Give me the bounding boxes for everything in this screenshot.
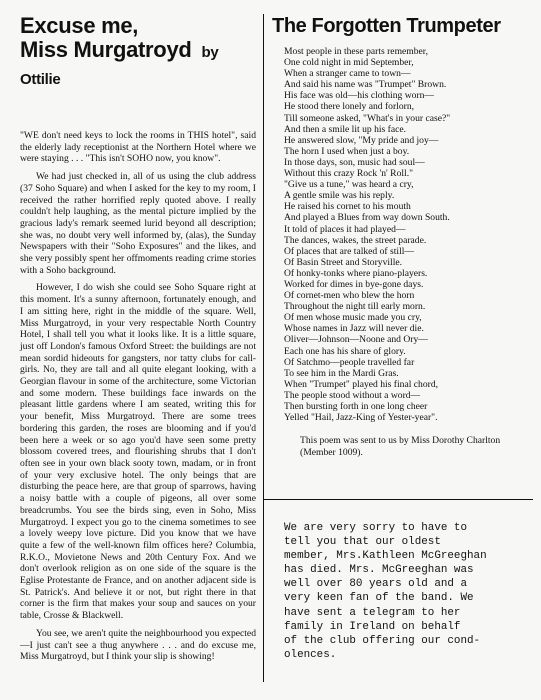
poem-line: Till someone asked, "What's in your case?" (284, 112, 451, 124)
poem-line: A gentle smile was his reply. (284, 190, 395, 202)
poem-line: The people stood without a word— (284, 389, 421, 401)
poem-line: Worked for dimes in bye-gone days. (284, 278, 424, 290)
poem-line: Of honky-tonks where piano-players. (284, 267, 428, 279)
notice-line: We are very sorry to have to (284, 522, 467, 534)
notice-line: family in Ireland on behalf (284, 620, 461, 633)
poem-line: In those days, son, music had soul— (284, 156, 425, 168)
notice-line: member, Mrs.Kathleen McGreeghan (284, 550, 487, 563)
poem-line: It told of places it had played— (284, 223, 406, 235)
poem-line: Of Basin Street and Storyville. (284, 256, 403, 268)
article-title-line1: Excuse me, (20, 13, 139, 38)
poem-line: Whose names in Jazz will never die. (284, 323, 424, 335)
article-byline: by Ottilie (20, 44, 219, 88)
poem-line: And played a Blues from way down South. (284, 212, 450, 224)
article-title (20, 14, 256, 92)
poem-line: Of men whose music made you cry, (284, 312, 422, 324)
poem-line: One cold night in mid September, (284, 57, 414, 69)
poem-line: And then a smile lit up his face. (284, 123, 407, 135)
poem-line: Of Satchmo—people travelled far (284, 356, 415, 368)
poem-body (284, 46, 528, 423)
notice-line: tell you that our oldest (284, 536, 441, 549)
article-paragraph: However, I do wish she could see Soho Square right at this moment. It's a sunny afternoon, fortunately enough, and I am sitting here, right in the middle of the square. Well, Miss Murgatroyd, in your very respectable North Country Hotel, I shall tell you what it looks like. It is a little square, just off London's famous Oxford Street: the buildings are not mean sordid hideouts for gangsters, nor tatty clubs for call-girls. No, they are tall and all quite elegant looking, with a Georgian flavour in some of the architecture, some Victorian and some modern. These buildings face inwards on the pleasant little gardens where I am seated, writing this for your benefit, Miss Murgatroyd. There are some trees bordering this garden, the roses are blooming and if you'd been here a week or so ago you'd have seen some pretty blossom covered trees, and flourishing shrubs that I don't often see in your own black sooty town, madam, or in front of your very exclusive hotel. The only beings that are disturbing the peace here, are that group of sparrows, having a noisy battle with a couple of pigeons, all over some breadcrumbs. You see the birds sing, even in Soho, Miss Murgatroyd. I expect you go to the cinema sometimes to see a lovely weepy love picture. Did you know that we have quite a few of the well-known film offices here? Columbia, R.K.O., Movietone News and 20th Century Fox. And we don't overlook religion as on one side of the square is the Eglise Protestante de France, and on another adjacent side is St. Patrick's. And believe it or not, but right there in that corner is the firm that makes your soup and sauces on your table, Crosse & Blackwell. (20, 282, 256, 622)
poem-line: Of places that are talked of still— (284, 245, 415, 257)
notice-line: has died. Mrs. McGreeghan was (284, 564, 474, 577)
notice-line: olences. (284, 648, 337, 661)
obituary-notice (284, 521, 524, 662)
poem-line: The dances, wakes, the street parade. (284, 234, 427, 246)
poem-line: He stood there lonely and forlorn, (284, 101, 415, 113)
poem-line: The horn I used when just a boy. (284, 145, 410, 157)
poem-line: His face was old—his clothing worn— (284, 90, 435, 102)
poem-line: Throughout the night till early morn. (284, 301, 426, 313)
poem-line: "Give us a tune," was heard a cry, (284, 179, 414, 191)
notice-line: very keen fan of the band. We (284, 592, 474, 605)
poem-line: Oliver—Johnson—Noone and Ory— (284, 334, 428, 346)
poem-line: Then bursting forth in one long cheer (284, 401, 428, 412)
poem-line: Without this crazy Rock 'n' Roll." (284, 168, 414, 180)
poem-line: When "Trumpet" played his final chord, (284, 378, 439, 390)
article-body (20, 130, 256, 663)
poem-line: Most people in these parts remember, (284, 46, 429, 57)
poem-line: Of cornet-men who blew the horn (284, 290, 415, 302)
notice-line: have sent a telegram to her (284, 606, 461, 619)
poem-line: And said his name was "Trumpet" Brown. (284, 79, 447, 91)
poem-line: To see him in the Mardi Gras. (284, 367, 399, 379)
column-divider (263, 14, 264, 682)
article-paragraph: We had just checked in, all of us using the club address (37 Soho Square) and when I asked for the key to my room, I received the rather horrified reply quoted above. I really couldn't help laughing, as the mental picture implied by the gracious lady's remark seemed lurid beyond all description; she was, no doubt very well informed by, (alas), the Sunday Newspapers with their "Soho Exposures" and the likes, and she very possibly spent her offmoments reading crime stories with a Soho background. (20, 171, 256, 276)
poem-column (272, 14, 528, 458)
article-title-line2: Miss Murgatroyd (20, 37, 192, 62)
notice-line: well over 80 years old and a (284, 578, 467, 591)
poem-line: He raised his cornet to his mouth (284, 201, 411, 213)
article-column (20, 14, 256, 669)
poem-line: He answered slow, "My pride and joy— (284, 134, 439, 146)
poem-line: Yelled "Hail, Jazz-King of Yester-year". (284, 412, 438, 424)
poem-line: Each one has his share of glory. (284, 345, 406, 357)
poem-title: The Forgotten Trumpeter (272, 15, 501, 37)
notice-line: of the club offering our cond- (284, 634, 481, 647)
article-paragraph: "WE don't need keys to lock the rooms in THIS hotel", said the elderly lady receptionist at the Northern Hotel where we were staying . . . "This isn't SOHO now, you know". (20, 130, 256, 165)
article-paragraph: You see, we aren't quite the neighbourhood you expected—I just can't see a thug anywhere . . . and do excuse me, Miss Murgatroyd, but I think your slip is showing! (20, 627, 256, 663)
poem-credit: This poem was sent to us by Miss Dorothy Charlton (Member 1009). (300, 435, 501, 458)
section-divider (263, 499, 533, 500)
poem-line: When a stranger came to town— (284, 68, 411, 80)
